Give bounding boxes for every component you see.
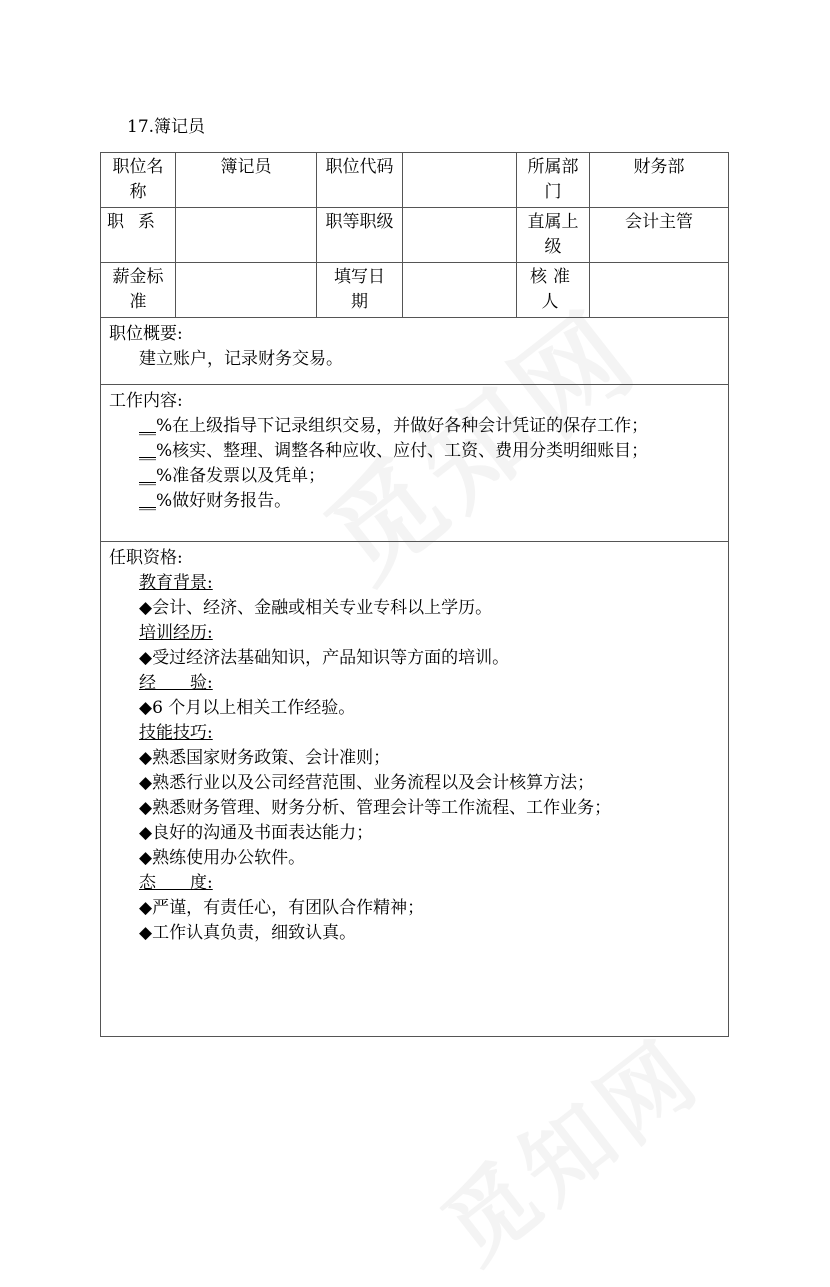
duties-title: 工作内容: [109, 391, 183, 411]
training-heading: 培训经历: [139, 623, 213, 643]
value-fill-date [403, 263, 517, 318]
summary-row [101, 318, 729, 385]
label-salary: 薪金标准 [101, 263, 176, 318]
qualifications-row [101, 542, 729, 1037]
value-department: 财务部 [590, 153, 729, 208]
training-item: ◆受过经济法基础知识，产品知识等方面的培训。 [139, 648, 510, 668]
attitude-item: ◆严谨，有责任心，有团队合作精神； [139, 898, 425, 918]
skill-item: ◆良好的沟通及书面表达能力； [139, 823, 374, 843]
percent-blank: __ [139, 491, 156, 511]
duty-item: __%在上级指导下记录组织交易，并做好各种会计凭证的保存工作； [139, 416, 649, 436]
attitude-item: ◆工作认真负责，细致认真。 [139, 923, 357, 943]
label-job-family: 职系 [101, 208, 176, 263]
duties-row [101, 385, 729, 542]
skill-item: ◆熟练使用办公软件。 [139, 848, 306, 868]
header-row-1 [101, 153, 729, 208]
document-title: 17.簿记员 [127, 117, 206, 137]
value-approver [590, 263, 729, 318]
value-job-code [403, 153, 517, 208]
percent-blank: __ [139, 466, 156, 486]
value-salary [176, 263, 317, 318]
duty-item: __%准备发票以及凭单； [139, 466, 326, 486]
watermark-bottom [411, 1003, 723, 1286]
summary-title: 职位概要: [109, 324, 183, 344]
label-job-grade: 职等职级 [317, 208, 403, 263]
header-row-2 [101, 208, 729, 263]
summary-text: 建立账户，记录财务交易。 [139, 349, 343, 369]
education-item: ◆会计、经济、金融或相关专业专科以上学历。 [139, 598, 493, 618]
label-job-title: 职位名称 [101, 153, 176, 208]
duty-item: __%做好财务报告。 [139, 491, 292, 511]
label-department: 所属部门 [517, 153, 590, 208]
label-supervisor: 直属上级 [517, 208, 590, 263]
label-job-code: 职位代码 [317, 153, 403, 208]
value-supervisor: 会计主管 [590, 208, 729, 263]
percent-blank: __ [139, 441, 156, 461]
value-job-title: 簿记员 [176, 153, 317, 208]
skill-item: ◆熟悉财务管理、财务分析、管理会计等工作流程、工作业务； [139, 798, 612, 818]
job-description-table [100, 152, 729, 1037]
qualifications-title: 任职资格: [109, 548, 183, 568]
skills-heading: 技能技巧: [139, 723, 213, 743]
value-job-grade [403, 208, 517, 263]
percent-blank: __ [139, 416, 156, 436]
label-approver: 核准人 [517, 263, 590, 318]
skill-item: ◆熟悉行业以及公司经营范围、业务流程以及会计核算方法； [139, 773, 595, 793]
attitude-heading: 态 度: [139, 873, 213, 893]
skill-item: ◆熟悉国家财务政策、会计准则； [139, 748, 391, 768]
experience-item: ◆6 个月以上相关工作经验。 [139, 698, 356, 718]
experience-heading: 经 验: [139, 673, 213, 693]
education-heading: 教育背景: [139, 573, 213, 593]
duty-item: __%核实、整理、调整各种应收、应付、工资、费用分类明细账目； [139, 441, 649, 461]
value-job-family [176, 208, 317, 263]
label-fill-date: 填写日期 [317, 263, 403, 318]
header-row-3 [101, 263, 729, 318]
